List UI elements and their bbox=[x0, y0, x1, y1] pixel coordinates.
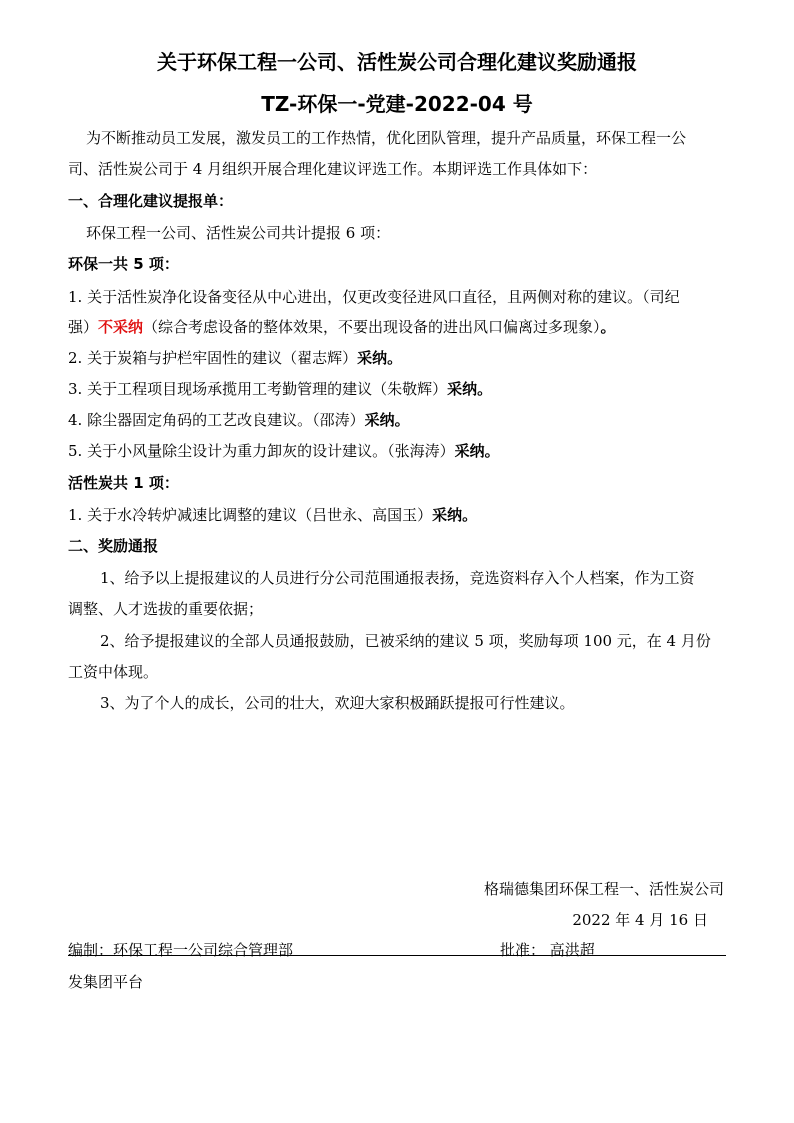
footer-rule bbox=[68, 955, 726, 956]
item-4 bbox=[68, 409, 410, 430]
item-1-reason: （综合考虑设备的整体效果，不要出现设备的进出风口偏离过多现象） bbox=[143, 318, 601, 336]
intro-line-2: 司、活性炭公司于 4 月组织开展合理化建议评选工作。本期评选工作具体如下： bbox=[68, 160, 598, 178]
footer-editor: 编制：环保工程一公司综合管理部 bbox=[68, 941, 294, 959]
reward-2-line-2: 工资中体现。 bbox=[68, 663, 159, 681]
item-1-author-end: 强） bbox=[68, 318, 99, 336]
item-1-line-2 bbox=[68, 316, 616, 337]
item-4-status: 采纳。 bbox=[364, 411, 410, 429]
section-2-heading: 二、奖励通报 bbox=[68, 537, 159, 555]
signature-organization: 格瑞德集团环保工程一、活性炭公司 bbox=[483, 880, 724, 898]
group-1-heading: 环保一共 5 项： bbox=[68, 255, 179, 273]
item-6 bbox=[68, 504, 477, 525]
item-6-text: 1. 关于水冷转炉减速比调整的建议（吕世永、高国玉） bbox=[68, 506, 433, 524]
document-title: 关于环保工程一公司、活性炭公司合理化建议奖励通报 bbox=[157, 50, 637, 74]
item-4-text: 4. 除尘器固定角码的工艺改良建议。（邵涛） bbox=[68, 411, 365, 429]
footer-approver: 批准： 高洪超 bbox=[500, 941, 595, 959]
item-2-text: 2. 关于炭箱与护栏牢固性的建议（翟志辉） bbox=[68, 349, 358, 367]
item-5-text: 5. 关于小风量除尘设计为重力卸灰的设计建议。（张海涛） bbox=[68, 442, 455, 460]
item-1-end: 。 bbox=[600, 318, 616, 336]
item-2-status: 采纳。 bbox=[357, 349, 403, 367]
section-1-summary: 环保工程一公司、活性炭公司共计提报 6 项： bbox=[86, 224, 391, 242]
intro-line-1: 为不断推动员工发展，激发员工的工作热情，优化团队管理，提升产品质量，环保工程一公 bbox=[86, 129, 687, 147]
item-3-text: 3. 关于工程项目现场承揽用工考勤管理的建议（朱敬辉） bbox=[68, 380, 448, 398]
item-3-status: 采纳。 bbox=[447, 380, 493, 398]
item-1-status-rejected: 不采纳 bbox=[98, 318, 144, 336]
reward-2-line-1: 2、给予提报建议的全部人员通报鼓励，已被采纳的建议 5 项，奖励每项 100 元，在 4 月份 bbox=[100, 632, 711, 650]
reward-1-line-1: 1、给予以上提报建议的人员进行分公司范围通报表扬，竞选资料存入个人档案，作为工资 bbox=[100, 569, 695, 587]
reward-3-line-1: 3、为了个人的成长，公司的壮大，欢迎大家积极踊跃提报可行性建议。 bbox=[100, 694, 575, 712]
group-2-heading: 活性炭共 1 项： bbox=[68, 474, 179, 492]
item-2 bbox=[68, 347, 402, 368]
section-1-heading: 一、合理化建议提报单： bbox=[68, 192, 234, 210]
signature-date: 2022 年 4 月 16 日 bbox=[572, 911, 708, 929]
reward-1-line-2: 调整、人才选拔的重要依据； bbox=[68, 600, 264, 618]
footer-distribution: 发集团平台 bbox=[68, 973, 144, 991]
item-3 bbox=[68, 378, 492, 399]
item-1-line-1: 1. 关于活性炭净化设备变径从中心进出，仅更改变径进风口直径，且两侧对称的建议。（司纪 bbox=[68, 288, 680, 306]
document-number: TZ-环保一-党建-2022-04 号 bbox=[261, 92, 533, 116]
item-5-status: 采纳。 bbox=[454, 442, 500, 460]
item-5 bbox=[68, 440, 500, 461]
item-6-status: 采纳。 bbox=[432, 506, 478, 524]
